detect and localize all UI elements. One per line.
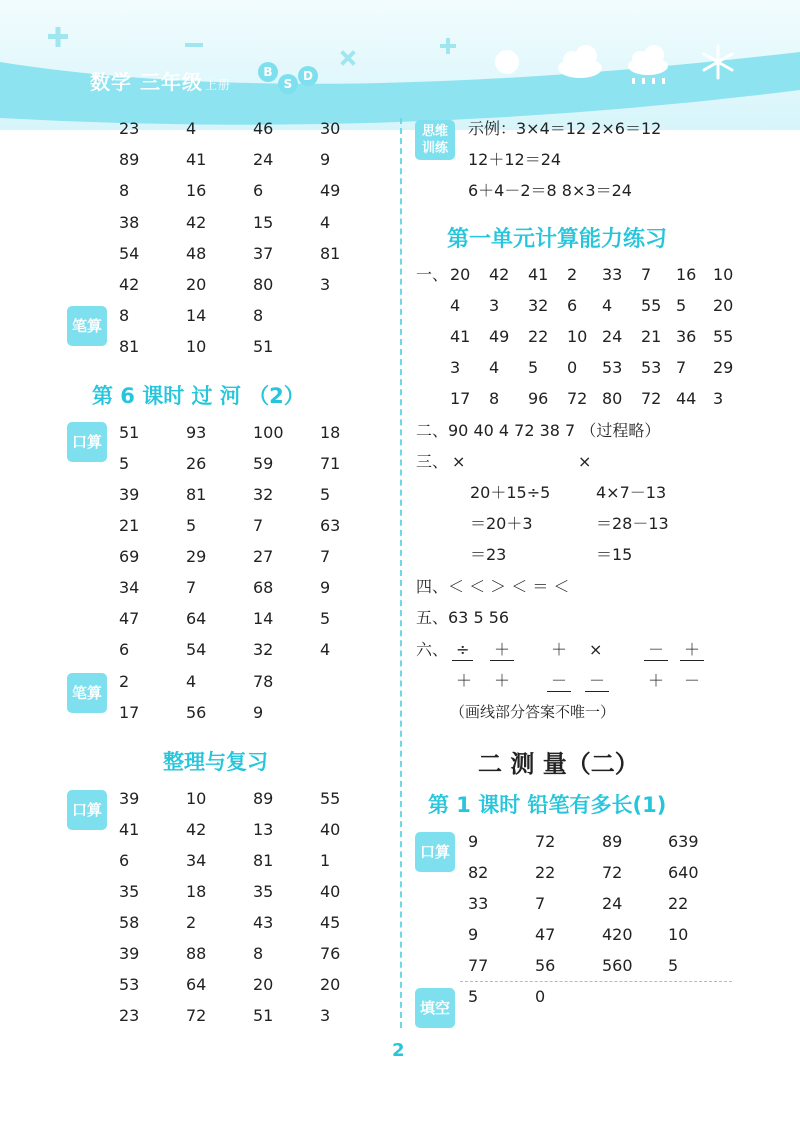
operator-symbol: ＋ [648, 671, 665, 690]
answer-cell: 39 [119, 944, 140, 963]
answer-cell: 639 [668, 832, 699, 851]
answer-cell: 7 [186, 578, 197, 597]
answer-cell: 29 [186, 547, 207, 566]
operator-symbol: ＋ [551, 640, 568, 659]
answer-cell: 78 [253, 672, 274, 691]
thinking-line-2: 12＋12＝24 [468, 150, 562, 169]
answer-cell: 71 [320, 454, 341, 473]
answer-cell: 55 [713, 327, 734, 346]
header-title [90, 66, 231, 95]
answer-cell: 20 [713, 296, 734, 315]
answer-cell: 64 [186, 609, 207, 628]
answer-cell: 10 [713, 265, 734, 284]
answer-cell: 24 [253, 150, 274, 170]
q3-mark-1: × [452, 452, 466, 471]
q4-answers: 四、＜ ＜ ＞ ＜ ＝ ＜ [416, 577, 570, 596]
q2-answers: 二、90 40 4 72 38 7 （过程略） [416, 421, 661, 440]
operator-symbol: ＋ [456, 671, 473, 690]
answer-cell: 10 [186, 337, 207, 357]
q3-mark-2: × [578, 452, 592, 471]
answer-cell: 39 [119, 789, 140, 808]
answer-cell: 8 [119, 181, 130, 201]
answer-cell: 89 [119, 150, 140, 170]
answer-cell: 32 [253, 640, 274, 659]
answer-cell: 16 [676, 265, 697, 284]
operator-cell [547, 640, 571, 660]
answer-cell: 35 [119, 882, 140, 901]
operator-cell [585, 640, 606, 660]
answer-cell: 45 [320, 913, 341, 932]
answer-cell: 59 [253, 454, 274, 473]
thinking-line-1: 示例：3×4＝12 2×6＝12 [468, 119, 662, 138]
answer-cell: 33 [468, 894, 489, 913]
operator-symbol: － [684, 671, 701, 690]
answer-cell: 64 [186, 975, 207, 994]
answer-cell: 32 [528, 296, 549, 315]
answer-cell: 51 [253, 1006, 274, 1025]
answer-cell: 49 [320, 181, 341, 201]
answer-cell: 20 [186, 275, 207, 294]
header-banner-graphic [0, 0, 800, 130]
answer-cell: 2 [119, 672, 130, 691]
answer-cell: 33 [602, 265, 623, 284]
answer-cell: 7 [641, 265, 652, 284]
answer-cell: 5 [320, 485, 331, 504]
answer-cell: 81 [119, 337, 140, 357]
lesson6-written-tag: 笔算 [67, 673, 107, 713]
answer-cell: 7 [676, 358, 687, 377]
answer-cell: 6 [253, 181, 264, 201]
answer-cell: 22 [528, 327, 549, 346]
answer-cell: 16 [186, 181, 207, 201]
answer-cell: 55 [641, 296, 662, 315]
answer-cell: 4 [489, 358, 500, 377]
answer-cell: 54 [186, 640, 207, 659]
answer-cell: 23 [119, 119, 140, 138]
operator-cell [452, 671, 476, 691]
answer-cell: 76 [320, 944, 341, 963]
answer-cell: 3 [320, 275, 331, 294]
q5-answers: 五、63 5 56 [416, 608, 510, 627]
answer-cell: 15 [253, 212, 274, 232]
answer-cell: 56 [186, 703, 207, 722]
answer-cell: 72 [186, 1006, 207, 1025]
answer-cell: 47 [535, 925, 556, 944]
q6-label: 六、 [416, 640, 449, 659]
answer-cell: 47 [119, 609, 140, 628]
answer-cell: 5 [119, 454, 130, 473]
answer-cell: 53 [119, 975, 140, 994]
thinking-line-3: 6＋4－2＝8 8×3＝24 [468, 181, 632, 200]
answer-cell: 51 [119, 423, 140, 442]
answer-cell: 63 [320, 516, 341, 535]
operator-symbol: × [589, 640, 603, 659]
answer-cell: 40 [320, 882, 341, 901]
answer-cell: 5 [668, 956, 679, 975]
subject-grade: 数学 三年级 [90, 70, 203, 94]
answer-cell: ＝20＋3 [470, 514, 533, 533]
answer-cell: 89 [253, 789, 274, 808]
unit1-title: 第一单元计算能力练习 [447, 227, 668, 252]
answer-cell: 3 [489, 296, 500, 315]
answer-cell: 8 [119, 306, 130, 326]
fill-separator [460, 981, 732, 982]
volume-label: 上册 [204, 78, 231, 92]
answer-cell: 29 [713, 358, 734, 377]
answer-cell: 560 [602, 956, 633, 975]
answer-cell: 34 [186, 851, 207, 870]
answer-cell: 80 [253, 275, 274, 294]
answer-cell: 4 [320, 212, 331, 232]
answer-cell: 35 [253, 882, 274, 901]
answer-cell: 6 [119, 851, 130, 870]
answer-cell: 53 [602, 358, 623, 377]
answer-cell: 1 [320, 851, 331, 870]
answer-cell: 20＋15÷5 [470, 483, 551, 502]
answer-cell: 18 [186, 882, 207, 901]
answer-cell: 9 [320, 150, 331, 170]
operator-cell [680, 671, 704, 691]
answer-cell: 51 [253, 337, 274, 357]
answer-cell: 81 [320, 243, 341, 263]
answer-cell: 0 [567, 358, 578, 377]
answer-cell: 24 [602, 894, 623, 913]
answer-cell: ＝28－13 [596, 514, 669, 533]
answer-cell: 36 [676, 327, 697, 346]
edition-letter-b: B [258, 62, 278, 82]
answer-cell: 4 [602, 296, 613, 315]
answer-cell: 34 [119, 578, 140, 597]
answer-cell: 72 [535, 832, 556, 851]
answer-cell: 17 [450, 389, 471, 408]
answer-cell: 4 [320, 640, 331, 659]
answer-cell: 26 [186, 454, 207, 473]
answer-cell: 89 [602, 832, 623, 851]
answer-cell: 8 [253, 306, 264, 326]
operator-cell [680, 640, 704, 660]
answer-cell: 2 [186, 913, 197, 932]
thinking-training-tag [415, 120, 455, 160]
answer-cell: 9 [253, 703, 264, 722]
answer-cell: 24 [602, 327, 623, 346]
unit2-lesson1-title: 第 1 课时 铅笔有多长(1) [428, 793, 667, 817]
answer-cell: 42 [186, 820, 207, 839]
answer-cell: 21 [119, 516, 140, 535]
answer-cell: 41 [186, 150, 207, 170]
answer-cell: 10 [668, 925, 689, 944]
answer-cell: 7 [320, 547, 331, 566]
answer-cell: 49 [489, 327, 510, 346]
answer-cell: 80 [602, 389, 623, 408]
answer-cell: 8 [489, 389, 500, 408]
edition-letter-s: S [278, 74, 298, 94]
operator-cell [452, 640, 473, 660]
operator-cell [644, 671, 668, 691]
operator-symbol: － [547, 671, 571, 692]
unit2-fill-tag: 填空 [415, 988, 455, 1028]
answer-cell: 69 [119, 547, 140, 566]
operator-cell [644, 640, 668, 660]
answer-cell: 41 [119, 820, 140, 839]
answer-cell: 41 [528, 265, 549, 284]
answer-cell: 420 [602, 925, 633, 944]
answer-cell: 48 [186, 243, 207, 263]
answer-cell: 72 [641, 389, 662, 408]
thinking-training-tag-text: 思维训练 [421, 124, 448, 156]
answer-cell: 20 [253, 975, 274, 994]
review-title: 整理与复习 [163, 750, 268, 774]
answer-cell: 81 [186, 485, 207, 504]
answer-cell: 7 [253, 516, 264, 535]
column-divider [400, 118, 402, 1028]
answer-cell: 72 [567, 389, 588, 408]
answer-cell: 77 [468, 956, 489, 975]
operator-symbol: － [644, 640, 668, 661]
answer-cell: 18 [320, 423, 341, 442]
answer-cell: 6 [567, 296, 578, 315]
operator-symbol: ＋ [494, 671, 511, 690]
answer-cell: 5 [186, 516, 197, 535]
answer-cell: 8 [253, 944, 264, 963]
answer-cell: 72 [602, 863, 623, 882]
answer-cell: 9 [468, 832, 479, 851]
answer-cell: 37 [253, 243, 274, 263]
written-calc-tag: 笔算 [67, 306, 107, 346]
answer-cell: 55 [320, 789, 341, 808]
answer-cell: 44 [676, 389, 697, 408]
operator-symbol: ＋ [490, 640, 514, 661]
answer-cell: 38 [119, 212, 140, 232]
answer-cell: 53 [641, 358, 662, 377]
answer-cell: 3 [320, 1006, 331, 1025]
answer-cell: 32 [253, 485, 274, 504]
answer-cell: 9 [320, 578, 331, 597]
q3-label: 三、 [416, 452, 449, 471]
answer-cell: 5 [468, 987, 479, 1006]
page-number: 2 [392, 1040, 405, 1061]
page-header [0, 0, 800, 130]
operator-symbol: ÷ [452, 640, 473, 661]
answer-cell: 56 [535, 956, 556, 975]
answer-cell: 10 [186, 789, 207, 808]
answer-cell: 0 [535, 987, 546, 1006]
answer-cell: 23 [119, 1006, 140, 1025]
answer-cell: 39 [119, 485, 140, 504]
answer-cell: 5 [676, 296, 687, 315]
operator-cell [585, 671, 609, 691]
answer-cell: 4 [450, 296, 461, 315]
edition-letter-d: D [298, 66, 318, 86]
answer-cell: 3 [450, 358, 461, 377]
answer-cell: 4 [186, 672, 197, 691]
review-oral-tag: 口算 [67, 790, 107, 830]
answer-cell: 14 [253, 609, 274, 628]
answer-cell: 3 [713, 389, 724, 408]
answer-cell: 46 [253, 119, 274, 138]
operator-cell [547, 671, 571, 691]
unit2-title: 二 测 量（二） [478, 750, 639, 778]
answer-cell: 20 [450, 265, 471, 284]
answer-cell: 5 [320, 609, 331, 628]
answer-cell: 54 [119, 243, 140, 263]
answer-cell: 22 [668, 894, 689, 913]
answer-cell: 58 [119, 913, 140, 932]
answer-cell: 17 [119, 703, 140, 722]
q6-note: （画线部分答案不唯一） [450, 703, 616, 721]
answer-cell: 100 [253, 423, 284, 442]
lesson6-oral-tag: 口算 [67, 422, 107, 462]
answer-cell: 81 [253, 851, 274, 870]
answer-cell: 14 [186, 306, 207, 326]
q1-label: 一、 [416, 265, 449, 284]
answer-cell: 93 [186, 423, 207, 442]
answer-cell: 42 [119, 275, 140, 294]
operator-cell [490, 640, 514, 660]
answer-cell: 30 [320, 119, 341, 138]
answer-cell: 4 [186, 119, 197, 138]
answer-cell: 27 [253, 547, 274, 566]
answer-cell: 40 [320, 820, 341, 839]
answer-cell: 82 [468, 863, 489, 882]
answer-cell: 640 [668, 863, 699, 882]
answer-cell: ＝15 [596, 545, 633, 564]
answer-cell: 41 [450, 327, 471, 346]
answer-cell: 21 [641, 327, 662, 346]
answer-cell: 88 [186, 944, 207, 963]
operator-cell [490, 671, 514, 691]
answer-cell: ＝23 [470, 545, 507, 564]
answer-cell: 2 [567, 265, 578, 284]
answer-cell: 42 [186, 212, 207, 232]
lesson6-title: 第 6 课时 过 河 （2） [92, 384, 305, 408]
unit2-oral-tag: 口算 [415, 832, 455, 872]
answer-cell: 5 [528, 358, 539, 377]
answer-cell: 6 [119, 640, 130, 659]
answer-cell: 42 [489, 265, 510, 284]
answer-cell: 7 [535, 894, 546, 913]
answer-cell: 13 [253, 820, 274, 839]
answer-cell: 68 [253, 578, 274, 597]
answer-cell: 4×7－13 [596, 483, 667, 502]
operator-symbol: － [585, 671, 609, 692]
answer-cell: 20 [320, 975, 341, 994]
answer-cell: 22 [535, 863, 556, 882]
operator-symbol: ＋ [680, 640, 704, 661]
answer-cell: 9 [468, 925, 479, 944]
answer-cell: 96 [528, 389, 549, 408]
answer-cell: 10 [567, 327, 588, 346]
answer-cell: 43 [253, 913, 274, 932]
